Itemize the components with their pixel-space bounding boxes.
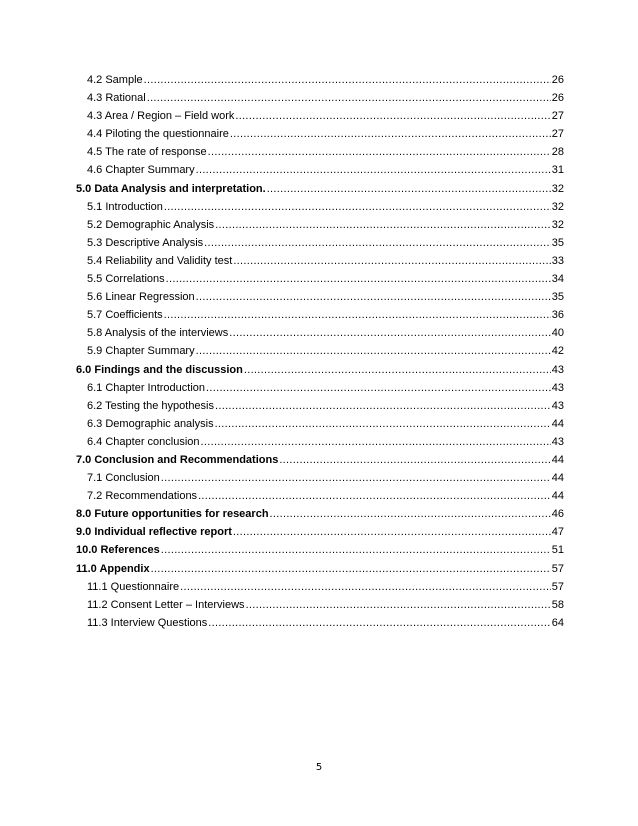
toc-dot-leader	[164, 198, 551, 216]
toc-entry[interactable]	[76, 252, 564, 270]
toc-entry[interactable]	[76, 342, 564, 360]
toc-entry-title: 4.6 Chapter Summary	[87, 164, 195, 177]
toc-entry[interactable]	[76, 541, 564, 559]
toc-entry-page: 58	[551, 598, 564, 611]
toc-entry-page: 43	[551, 435, 564, 448]
toc-dot-leader	[161, 541, 551, 559]
toc-entry-title: 11.0 Appendix	[76, 562, 150, 575]
toc-dot-leader	[144, 71, 551, 89]
toc-entry[interactable]	[76, 397, 564, 415]
toc-entry-title: 5.9 Chapter Summary	[87, 345, 195, 358]
toc-entry[interactable]	[76, 451, 564, 469]
toc-entry-title: 9.0 Individual reflective report	[76, 526, 232, 539]
toc-entry-title: 5.8 Analysis of the interviews	[87, 327, 229, 340]
toc-entry-title: 6.0 Findings and the discussion	[76, 363, 243, 376]
toc-dot-leader	[244, 361, 551, 379]
toc-entry-page: 35	[551, 236, 564, 249]
toc-dot-leader	[215, 216, 551, 234]
toc-entry-page: 31	[551, 164, 564, 177]
toc-entry[interactable]	[76, 288, 564, 306]
table-of-contents	[76, 71, 564, 632]
toc-entry-page: 43	[551, 363, 564, 376]
toc-entry[interactable]	[76, 487, 564, 505]
toc-entry-page: 46	[551, 508, 564, 521]
toc-dot-leader	[233, 523, 551, 541]
toc-entry[interactable]	[76, 560, 564, 578]
toc-entry-page: 57	[551, 562, 564, 575]
toc-entry-page: 44	[551, 472, 564, 485]
toc-entry[interactable]	[76, 180, 564, 198]
toc-entry-page: 27	[551, 110, 564, 123]
toc-entry-title: 6.1 Chapter Introduction	[87, 381, 206, 394]
toc-entry[interactable]	[76, 125, 564, 143]
toc-entry-title: 5.1 Introduction	[87, 200, 163, 213]
toc-entry-page: 43	[551, 381, 564, 394]
toc-dot-leader	[201, 433, 551, 451]
toc-entry[interactable]	[76, 578, 564, 596]
toc-dot-leader	[166, 270, 551, 288]
toc-dot-leader	[246, 596, 551, 614]
toc-entry[interactable]	[76, 161, 564, 179]
toc-entry[interactable]	[76, 523, 564, 541]
toc-entry[interactable]	[76, 89, 564, 107]
toc-entry-title: 6.2 Testing the hypothesis	[87, 399, 214, 412]
toc-entry[interactable]	[76, 361, 564, 379]
toc-dot-leader	[206, 379, 551, 397]
toc-dot-leader	[147, 89, 551, 107]
toc-entry-title: 5.3 Descriptive Analysis	[87, 236, 204, 249]
toc-entry-page: 32	[551, 182, 564, 195]
toc-entry[interactable]	[76, 415, 564, 433]
toc-dot-leader	[230, 125, 551, 143]
toc-dot-leader	[208, 143, 551, 161]
toc-dot-leader	[208, 614, 551, 632]
toc-entry-page: 43	[551, 399, 564, 412]
toc-entry[interactable]	[76, 324, 564, 342]
toc-entry-page: 34	[551, 273, 564, 286]
toc-entry-title: 11.3 Interview Questions	[87, 616, 208, 629]
toc-entry[interactable]	[76, 71, 564, 89]
toc-entry-page: 26	[551, 92, 564, 105]
toc-entry-title: 5.4 Reliability and Validity test	[87, 254, 233, 267]
toc-entry-title: 6.3 Demographic analysis	[87, 417, 214, 430]
toc-dot-leader	[267, 180, 551, 198]
toc-dot-leader	[229, 324, 551, 342]
toc-entry-title: 4.5 The rate of response	[87, 146, 207, 159]
toc-entry-page: 51	[551, 544, 564, 557]
toc-entry-page: 33	[551, 254, 564, 267]
toc-dot-leader	[235, 107, 550, 125]
toc-entry-title: 7.1 Conclusion	[87, 472, 160, 485]
toc-entry-page: 32	[551, 218, 564, 231]
toc-entry-page: 32	[551, 200, 564, 213]
toc-entry[interactable]	[76, 198, 564, 216]
toc-entry-title: 7.0 Conclusion and Recommendations	[76, 453, 279, 466]
toc-dot-leader	[180, 578, 551, 596]
toc-entry-title: 4.3 Area / Region – Field work	[87, 110, 235, 123]
toc-entry-page: 36	[551, 309, 564, 322]
toc-entry-title: 6.4 Chapter conclusion	[87, 435, 200, 448]
toc-entry[interactable]	[76, 433, 564, 451]
toc-entry-page: 44	[551, 453, 564, 466]
toc-entry-page: 64	[551, 616, 564, 629]
toc-entry[interactable]	[76, 505, 564, 523]
toc-entry-title: 4.4 Piloting the questionnaire	[87, 128, 229, 141]
toc-entry[interactable]	[76, 216, 564, 234]
toc-dot-leader	[233, 252, 550, 270]
toc-entry[interactable]	[76, 270, 564, 288]
toc-entry-title: 7.2 Recommendations	[87, 490, 198, 503]
toc-entry-title: 5.5 Correlations	[87, 273, 165, 286]
toc-entry-page: 47	[551, 526, 564, 539]
toc-entry-title: 11.2 Consent Letter – Interviews	[87, 598, 245, 611]
toc-entry[interactable]	[76, 469, 564, 487]
toc-entry-page: 26	[551, 74, 564, 86]
toc-entry-page: 57	[551, 580, 564, 593]
toc-entry-title: 11.1 Questionnaire	[87, 580, 180, 593]
page-number: 5	[315, 762, 323, 773]
toc-entry[interactable]	[76, 107, 564, 125]
toc-entry[interactable]	[76, 596, 564, 614]
toc-dot-leader	[215, 397, 551, 415]
toc-dot-leader	[161, 469, 551, 487]
toc-dot-leader	[198, 487, 551, 505]
toc-entry-title: 4.2 Sample	[87, 74, 143, 86]
toc-dot-leader	[196, 342, 551, 360]
toc-entry-title: 8.0 Future opportunities for research	[76, 508, 269, 521]
toc-entry-title: 5.7 Coefficients	[87, 309, 163, 322]
toc-entry[interactable]	[76, 143, 564, 161]
toc-entry-page: 44	[551, 417, 564, 430]
toc-dot-leader	[215, 415, 551, 433]
toc-entry-title: 5.6 Linear Regression	[87, 291, 195, 304]
toc-dot-leader	[151, 560, 551, 578]
toc-dot-leader	[196, 161, 551, 179]
toc-dot-leader	[196, 288, 551, 306]
toc-dot-leader	[270, 505, 551, 523]
toc-dot-leader	[204, 234, 551, 252]
toc-dot-leader	[279, 451, 550, 469]
toc-entry[interactable]	[76, 234, 564, 252]
toc-entry[interactable]	[76, 614, 564, 632]
toc-entry[interactable]	[76, 306, 564, 324]
toc-entry-page: 42	[551, 345, 564, 358]
toc-entry-title: 4.3 Rational	[87, 92, 146, 105]
toc-entry-title: 10.0 References	[76, 544, 160, 557]
toc-entry-page: 27	[551, 128, 564, 141]
toc-entry-page: 35	[551, 291, 564, 304]
toc-entry-page: 28	[551, 146, 564, 159]
toc-entry-title: 5.2 Demographic Analysis	[87, 218, 215, 231]
toc-dot-leader	[164, 306, 551, 324]
toc-entry-title: 5.0 Data Analysis and interpretation.	[76, 182, 266, 195]
toc-entry-page: 40	[551, 327, 564, 340]
toc-entry[interactable]	[76, 379, 564, 397]
toc-entry-page: 44	[551, 490, 564, 503]
